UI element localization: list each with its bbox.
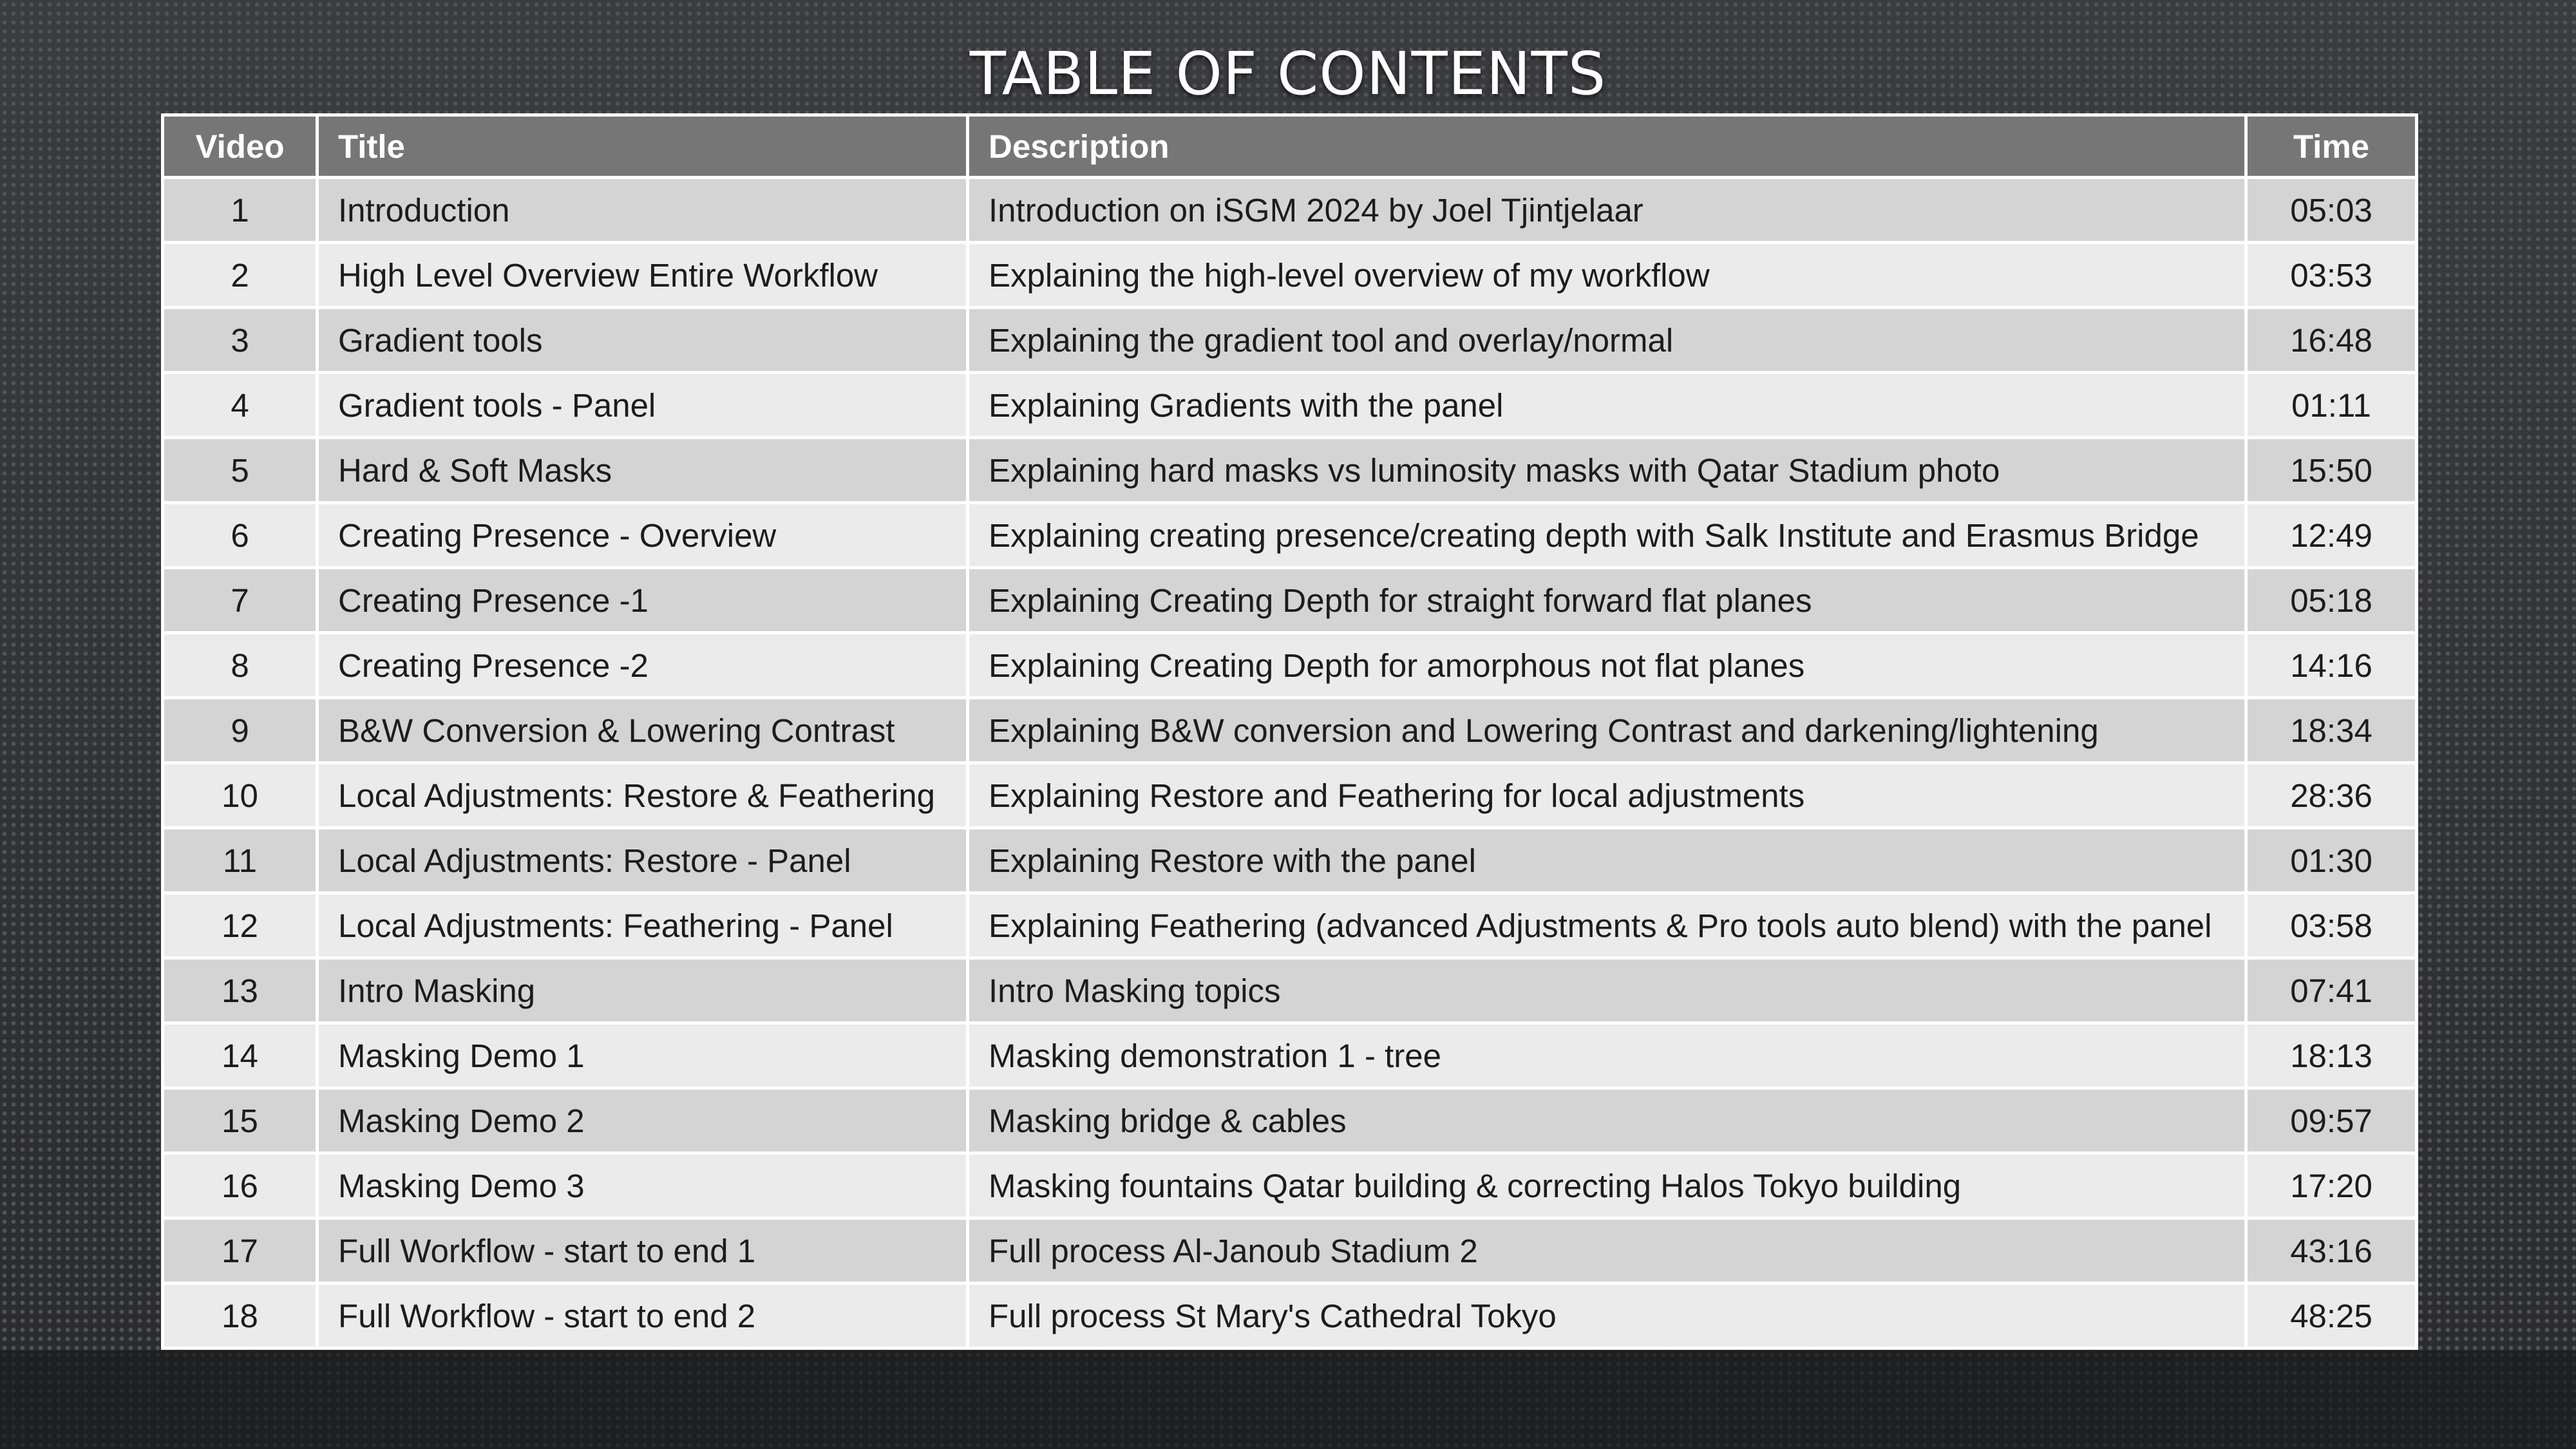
cell-title: Creating Presence - Overview bbox=[317, 503, 968, 568]
cell-description: Explaining B&W conversion and Lowering Contrast and darkening/lightening bbox=[968, 698, 2246, 763]
cell-description: Full process Al-Janoub Stadium 2 bbox=[968, 1218, 2246, 1283]
cell-time: 14:16 bbox=[2246, 633, 2417, 698]
table-row bbox=[163, 958, 2417, 1023]
table-row bbox=[163, 438, 2417, 503]
table-row bbox=[163, 1283, 2417, 1349]
cell-title: Gradient tools - Panel bbox=[317, 373, 968, 438]
table-row bbox=[163, 1023, 2417, 1088]
cell-description: Intro Masking topics bbox=[968, 958, 2246, 1023]
table-row bbox=[163, 633, 2417, 698]
table-row bbox=[163, 893, 2417, 958]
cell-video: 13 bbox=[163, 958, 317, 1023]
cell-video: 18 bbox=[163, 1283, 317, 1349]
table-row bbox=[163, 308, 2417, 373]
cell-description: Masking demonstration 1 - tree bbox=[968, 1023, 2246, 1088]
cell-time: 07:41 bbox=[2246, 958, 2417, 1023]
cell-description: Explaining Creating Depth for amorphous not flat planes bbox=[968, 633, 2246, 698]
header-title: Title bbox=[317, 115, 968, 178]
cell-video: 7 bbox=[163, 568, 317, 633]
cell-title: Local Adjustments: Restore & Feathering bbox=[317, 763, 968, 828]
table-row bbox=[163, 373, 2417, 438]
cell-time: 28:36 bbox=[2246, 763, 2417, 828]
table-row bbox=[163, 1088, 2417, 1153]
cell-video: 3 bbox=[163, 308, 317, 373]
bottom-band bbox=[0, 1350, 2576, 1449]
cell-time: 18:34 bbox=[2246, 698, 2417, 763]
contents-table bbox=[161, 113, 2418, 1350]
cell-video: 8 bbox=[163, 633, 317, 698]
cell-description: Full process St Mary's Cathedral Tokyo bbox=[968, 1283, 2246, 1349]
cell-title: Full Workflow - start to end 1 bbox=[317, 1218, 968, 1283]
cell-video: 10 bbox=[163, 763, 317, 828]
table-header-row bbox=[163, 115, 2417, 178]
table-row bbox=[163, 763, 2417, 828]
cell-video: 16 bbox=[163, 1153, 317, 1218]
table-row bbox=[163, 243, 2417, 308]
cell-time: 09:57 bbox=[2246, 1088, 2417, 1153]
cell-title: Gradient tools bbox=[317, 308, 968, 373]
cell-title: B&W Conversion & Lowering Contrast bbox=[317, 698, 968, 763]
cell-title: Hard & Soft Masks bbox=[317, 438, 968, 503]
table-row bbox=[163, 698, 2417, 763]
cell-video: 15 bbox=[163, 1088, 317, 1153]
cell-video: 4 bbox=[163, 373, 317, 438]
cell-description: Explaining Restore and Feathering for local adjustments bbox=[968, 763, 2246, 828]
table-row bbox=[163, 1153, 2417, 1218]
cell-title: Masking Demo 2 bbox=[317, 1088, 968, 1153]
cell-title: Intro Masking bbox=[317, 958, 968, 1023]
cell-time: 05:03 bbox=[2246, 178, 2417, 243]
cell-description: Explaining Feathering (advanced Adjustments & Pro tools auto blend) with the panel bbox=[968, 893, 2246, 958]
header-video: Video bbox=[163, 115, 317, 178]
cell-description: Masking bridge & cables bbox=[968, 1088, 2246, 1153]
cell-video: 2 bbox=[163, 243, 317, 308]
cell-video: 17 bbox=[163, 1218, 317, 1283]
cell-description: Explaining Gradients with the panel bbox=[968, 373, 2246, 438]
cell-video: 11 bbox=[163, 828, 317, 893]
table-row bbox=[163, 503, 2417, 568]
cell-time: 43:16 bbox=[2246, 1218, 2417, 1283]
cell-time: 48:25 bbox=[2246, 1283, 2417, 1349]
cell-time: 17:20 bbox=[2246, 1153, 2417, 1218]
cell-video: 14 bbox=[163, 1023, 317, 1088]
header-description: Description bbox=[968, 115, 2246, 178]
cell-title: Local Adjustments: Restore - Panel bbox=[317, 828, 968, 893]
cell-time: 18:13 bbox=[2246, 1023, 2417, 1088]
cell-title: Masking Demo 3 bbox=[317, 1153, 968, 1218]
cell-description: Explaining creating presence/creating depth with Salk Institute and Erasmus Bridge bbox=[968, 503, 2246, 568]
cell-time: 16:48 bbox=[2246, 308, 2417, 373]
cell-title: Masking Demo 1 bbox=[317, 1023, 968, 1088]
cell-description: Introduction on iSGM 2024 by Joel Tjintjelaar bbox=[968, 178, 2246, 243]
cell-video: 12 bbox=[163, 893, 317, 958]
cell-time: 05:18 bbox=[2246, 568, 2417, 633]
cell-video: 5 bbox=[163, 438, 317, 503]
table-row bbox=[163, 1218, 2417, 1283]
table-row bbox=[163, 828, 2417, 893]
page-title: TABLE OF CONTENTS bbox=[969, 39, 1607, 108]
cell-title: Creating Presence -1 bbox=[317, 568, 968, 633]
cell-title: Full Workflow - start to end 2 bbox=[317, 1283, 968, 1349]
cell-time: 15:50 bbox=[2246, 438, 2417, 503]
cell-description: Explaining hard masks vs luminosity masks with Qatar Stadium photo bbox=[968, 438, 2246, 503]
header-time: Time bbox=[2246, 115, 2417, 178]
cell-time: 03:58 bbox=[2246, 893, 2417, 958]
cell-video: 6 bbox=[163, 503, 317, 568]
cell-description: Masking fountains Qatar building & correcting Halos Tokyo building bbox=[968, 1153, 2246, 1218]
cell-time: 01:11 bbox=[2246, 373, 2417, 438]
cell-title: High Level Overview Entire Workflow bbox=[317, 243, 968, 308]
table-row bbox=[163, 178, 2417, 243]
cell-time: 03:53 bbox=[2246, 243, 2417, 308]
cell-description: Explaining Restore with the panel bbox=[968, 828, 2246, 893]
cell-time: 12:49 bbox=[2246, 503, 2417, 568]
cell-video: 9 bbox=[163, 698, 317, 763]
cell-description: Explaining the high-level overview of my workflow bbox=[968, 243, 2246, 308]
cell-time: 01:30 bbox=[2246, 828, 2417, 893]
table-row bbox=[163, 568, 2417, 633]
cell-video: 1 bbox=[163, 178, 317, 243]
cell-title: Introduction bbox=[317, 178, 968, 243]
cell-description: Explaining the gradient tool and overlay/normal bbox=[968, 308, 2246, 373]
cell-description: Explaining Creating Depth for straight forward flat planes bbox=[968, 568, 2246, 633]
cell-title: Creating Presence -2 bbox=[317, 633, 968, 698]
cell-title: Local Adjustments: Feathering - Panel bbox=[317, 893, 968, 958]
